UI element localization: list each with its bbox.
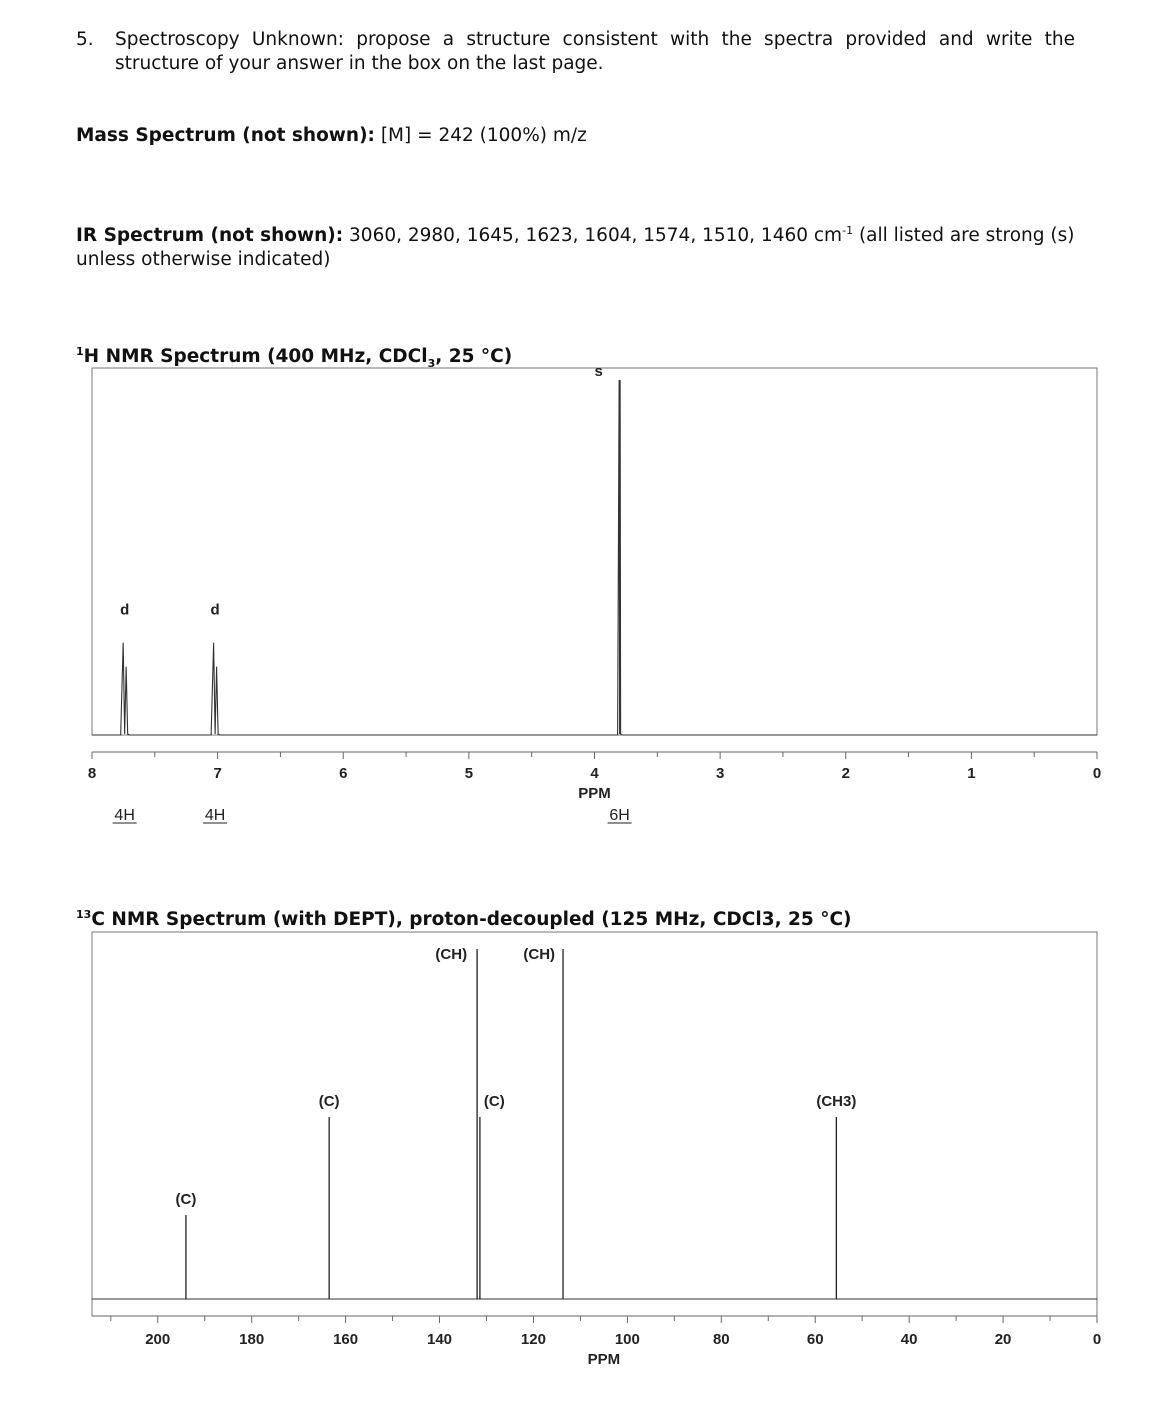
h-nmr-title-sub: 3 bbox=[427, 356, 436, 370]
c-x-axis-label: PPM bbox=[587, 1351, 621, 1368]
c-x-tick-label: 60 bbox=[806, 1331, 824, 1348]
c-peak-label: (C) bbox=[175, 1191, 197, 1208]
h-peak-multiplicity: d bbox=[120, 601, 130, 619]
ir-spectrum-values: 3060, 2980, 1645, 1623, 1604, 1574, 1510, 1460 cm bbox=[349, 225, 843, 247]
c-x-tick-label: 180 bbox=[239, 1331, 265, 1348]
h-x-tick-label: 8 bbox=[87, 765, 97, 782]
h-plot-frame bbox=[92, 368, 1097, 735]
c-nmr-chart bbox=[0, 924, 1166, 1404]
h-peak-integration: 4H bbox=[204, 807, 226, 824]
ir-spectrum-note: (all listed are strong (s) unless otherwise indicated) bbox=[76, 225, 1075, 271]
c-plot-frame bbox=[92, 932, 1097, 1316]
h-peak-multiplicity: s bbox=[594, 363, 603, 380]
h-x-tick-label: 6 bbox=[339, 765, 348, 782]
h-x-tick-label: 1 bbox=[967, 765, 976, 782]
h-nmr-title-main: H NMR Spectrum (400 MHz, CDCl bbox=[83, 346, 428, 368]
c-peak-label: (CH) bbox=[435, 946, 468, 963]
h-x-tick-label: 4 bbox=[590, 765, 599, 782]
mass-spectrum-line bbox=[76, 124, 587, 148]
c-x-tick-label: 20 bbox=[994, 1331, 1012, 1348]
c-nmr-title-sup: 13 bbox=[76, 908, 92, 921]
ir-unit-exponent: -1 bbox=[842, 224, 854, 237]
mass-spectrum-value: [M] = 242 (100%) m/z bbox=[380, 125, 587, 146]
c-peak-label: (C) bbox=[318, 1093, 340, 1110]
c-peak-label: (CH3) bbox=[816, 1093, 857, 1110]
c-x-tick-label: 0 bbox=[1092, 1331, 1102, 1348]
c-nmr-title-main: C NMR Spectrum (with DEPT), proton-decoupled (125 MHz, CDCl3, 25 °C) bbox=[91, 909, 852, 931]
h-x-tick-label: 0 bbox=[1092, 765, 1102, 782]
h-nmr-title-sup: 1 bbox=[76, 345, 84, 358]
ir-spectrum-line bbox=[76, 219, 1076, 272]
problem-text: Spectroscopy Unknown: propose a structure consistent with the spectra provided and write the structure of your answer in the box on the last page. bbox=[115, 29, 1075, 74]
h-nmr-chart bbox=[0, 360, 1166, 880]
h-nmr-title-tail: , 25 °C) bbox=[435, 346, 513, 368]
h-x-tick-label: 3 bbox=[715, 765, 725, 782]
h-x-tick-label: 7 bbox=[213, 765, 222, 782]
mass-spectrum-label: Mass Spectrum (not shown): bbox=[76, 125, 375, 146]
c-x-tick-label: 80 bbox=[712, 1331, 730, 1348]
c-peak-label: (C) bbox=[483, 1093, 505, 1110]
c-x-tick-label: 120 bbox=[520, 1331, 546, 1348]
c-peak-label: (CH) bbox=[523, 946, 556, 963]
h-spectrum-trace bbox=[92, 380, 1097, 735]
h-peak-integration: 4H bbox=[114, 807, 135, 824]
c-x-tick-label: 200 bbox=[145, 1331, 171, 1348]
h-peak-integration: 6H bbox=[609, 807, 630, 824]
h-x-tick-label: 2 bbox=[841, 765, 850, 782]
h-peak-multiplicity: d bbox=[210, 601, 220, 619]
c-x-tick-label: 140 bbox=[427, 1331, 453, 1348]
h-x-axis-label: PPM bbox=[578, 785, 611, 802]
h-x-tick-label: 5 bbox=[464, 765, 474, 782]
c-x-tick-label: 40 bbox=[900, 1331, 918, 1348]
c-x-tick-label: 100 bbox=[614, 1331, 640, 1348]
problem-number: 5. bbox=[76, 29, 94, 50]
ir-spectrum-label: IR Spectrum (not shown): bbox=[76, 225, 344, 247]
c-x-tick-label: 160 bbox=[333, 1331, 359, 1348]
